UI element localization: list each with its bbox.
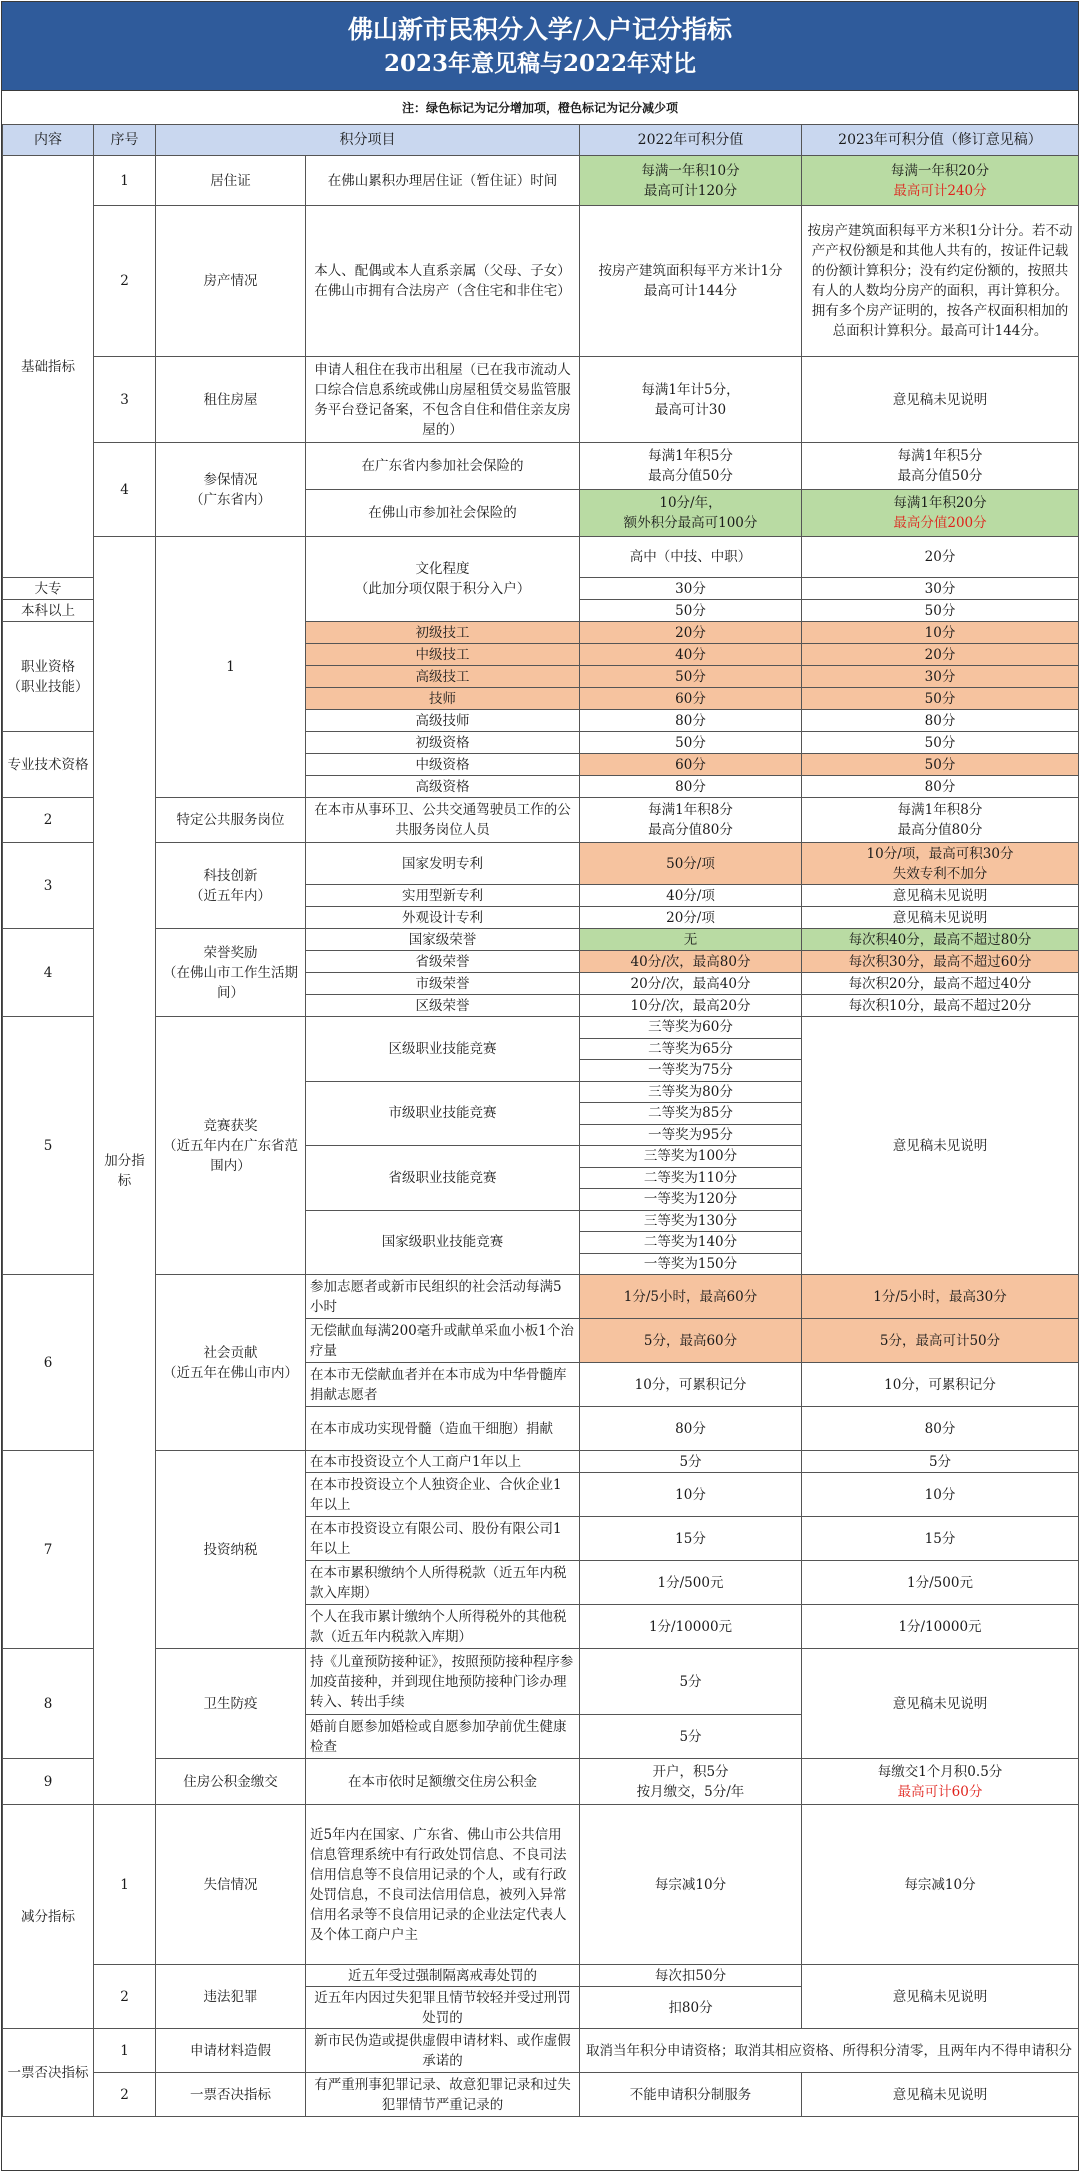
value-2023: [802, 156, 1079, 206]
item-name: 职业资格 （职业技能）: [3, 622, 94, 732]
value-2023: 按房产建筑面积每平方米积1分计分。若不动产产权份额是和其他人共有的，按证件记载的份额计算积分；没有约定份额的，按照共有人的人数均分房产的面积，再计算积分。拥有多个房产证明的，按各产权面积相加的总面积计算积分。最高可计144分。: [802, 206, 1079, 357]
value-2022: 5分: [580, 1715, 802, 1759]
value-line-changed: 最高分值200分: [893, 515, 987, 531]
value-2023: [802, 1759, 1079, 1805]
value-2022: 50分/项: [580, 843, 802, 885]
value-2022: 每满一年积10分 最高可计120分: [580, 156, 802, 206]
value-2022: 60分: [580, 688, 802, 710]
table-row: [3, 1805, 1079, 1965]
value-2022: 5分: [580, 1649, 802, 1715]
value-2022: 每次扣50分: [580, 1965, 802, 1987]
value-2022: 按房产建筑面积每平方米计1分 最高可计144分: [580, 206, 802, 357]
table-row: [3, 357, 1079, 443]
item-desc: 中级技工: [306, 644, 580, 666]
value-2022: 50分: [580, 600, 802, 622]
value-2022: 每宗减10分: [580, 1805, 802, 1965]
value-2023: 每宗减10分: [802, 1805, 1079, 1965]
item-name: 专业技术资格: [3, 732, 94, 798]
item-desc: 国家级荣誉: [306, 929, 580, 951]
item-desc: 参加志愿者或新市民组织的社会活动每满5小时: [306, 1275, 580, 1319]
item-desc: 婚前自愿参加婚检或自愿参加孕前优生健康检查: [306, 1715, 580, 1759]
document-subtitle: 2023年意见稿与2022年对比: [383, 50, 697, 77]
item-desc: 近5年内在国家、广东省、佛山市公共信用信息管理系统中有行政处罚信息、不良司法信用信息等不良信用记录的个人，或有行政处罚信息，不良司法信用信息，被列入异常信用名录等不良信用记录的企业法定代表人及个体工商户户主: [306, 1805, 580, 1965]
col-header-content: 内容: [3, 125, 94, 156]
item-desc: 在本市无偿献血者并在本市成为中华骨髓库捐献志愿者: [306, 1363, 580, 1407]
document-title: 佛山新市民积分入学/入户记分指标: [347, 15, 733, 44]
value-2023: 每满1年积5分 最高分值50分: [802, 443, 1079, 490]
item-desc: 在佛山累积办理居住证（暂住证）时间: [306, 156, 580, 206]
legend-note: 注：绿色标记为记分增加项，橙色标记为记分减少项: [2, 90, 1078, 124]
table-row: [3, 156, 1079, 206]
item-desc: 新市民伪造或提供虚假申请材料、或作虚假承诺的: [306, 2029, 580, 2073]
value-2023: 每次积10分，最高不超过20分: [802, 995, 1079, 1017]
value-2022: 40分/项: [580, 885, 802, 907]
value-2022: 80分: [580, 710, 802, 732]
item-name: 住房公积金缴交: [156, 1759, 306, 1805]
value-2022: 10分: [580, 1473, 802, 1517]
item-name: 卫生防疫: [156, 1649, 306, 1759]
item-desc: 申请人租住在我市出租屋（已在我市流动人口综合信息系统或佛山房屋租赁交易监管服务平台登记备案，不包含自住和借住亲友房屋的）: [306, 357, 580, 443]
table-row: [3, 1759, 1079, 1805]
item-desc: 持《儿童预防接种证》，按照预防接种程序参加疫苗接种，并到现住地预防接种门诊办理转入、转出手续: [306, 1649, 580, 1715]
value-2023: 30分: [802, 578, 1079, 600]
value-2022: 一等奖为75分: [580, 1060, 802, 1082]
value-2022: 50分: [580, 666, 802, 688]
value-2022: 二等奖为85分: [580, 1103, 802, 1125]
seq-cell: 2: [94, 2073, 156, 2117]
item-desc: 初级技工: [306, 622, 580, 644]
value-2022: 一等奖为150分: [580, 1253, 802, 1275]
item-name: 科技创新 （近五年内）: [156, 843, 306, 929]
seq-cell: 3: [3, 843, 94, 929]
value-2023: 意见稿未见说明: [802, 1017, 1079, 1275]
item-desc: 在本市从事环卫、公共交通驾驶员工作的公共服务岗位人员: [306, 798, 580, 843]
item-desc: 初级资格: [306, 732, 580, 754]
seq-cell: 1: [156, 537, 306, 798]
value-2022: 三等奖为100分: [580, 1146, 802, 1168]
seq-cell: 4: [94, 443, 156, 537]
item-desc: 有严重刑事犯罪记录、故意犯罪记录和过失犯罪情节严重记录的: [306, 2073, 580, 2117]
col-header-2023: 2023年可积分值（修订意见稿）: [802, 125, 1079, 156]
group-bonus: 加分指标: [94, 537, 156, 1805]
table-row: [3, 929, 1079, 951]
item-desc: 区级职业技能竞赛: [306, 1017, 580, 1082]
value-2022: 50分: [580, 732, 802, 754]
value-2022: 20分/项: [580, 907, 802, 929]
value-2022: 80分: [580, 776, 802, 798]
value-2022: 不能申请积分制服务: [580, 2073, 802, 2117]
value-2022: 三等奖为130分: [580, 1210, 802, 1232]
value-2023: 10分: [802, 622, 1079, 644]
table-row: [3, 1451, 1079, 1473]
item-desc: 无偿献血每满200毫升或献单采血小板1个治疗量: [306, 1319, 580, 1363]
item-desc: 高级技师: [306, 710, 580, 732]
value-2022: 二等奖为110分: [580, 1167, 802, 1189]
item-desc: 省级职业技能竞赛: [306, 1146, 580, 1211]
table-row: [3, 2073, 1079, 2117]
seq-cell: 2: [94, 206, 156, 357]
item-desc: 在广东省内参加社会保险的: [306, 443, 580, 490]
item-desc: 高级技工: [306, 666, 580, 688]
item-desc: 在本市投资设立个人工商户1年以上: [306, 1451, 580, 1473]
item-name: 租住房屋: [156, 357, 306, 443]
item-name: 失信情况: [156, 1805, 306, 1965]
value-2022: 10分/年， 额外积分最高可100分: [580, 490, 802, 537]
value-2023: 15分: [802, 1517, 1079, 1561]
value-2022: 二等奖为140分: [580, 1232, 802, 1254]
item-name: 房产情况: [156, 206, 306, 357]
table-row: [3, 443, 1079, 490]
value-2022: 20分: [580, 622, 802, 644]
seq-cell: 2: [94, 1965, 156, 2029]
item-desc: 近五年内因过失犯罪且情节较轻并受过刑罚处罚的: [306, 1987, 580, 2029]
value-2022: 5分，最高60分: [580, 1319, 802, 1363]
value-2022: 1分/500元: [580, 1561, 802, 1605]
item-desc: 在本市投资设立个人独资企业、合伙企业1年以上: [306, 1473, 580, 1517]
seq-cell: 1: [94, 156, 156, 206]
table-row: [3, 2029, 1079, 2073]
value-line-changed: 最高可计60分: [897, 1783, 983, 1800]
table-row: [3, 537, 1079, 578]
group-deduct: 减分指标: [3, 1805, 94, 2029]
value-2022: 80分: [580, 1407, 802, 1451]
item-name: 荣誉奖励 （在佛山市工作生活期间）: [156, 929, 306, 1017]
value-2022: 无: [580, 929, 802, 951]
value-2022: 一等奖为95分: [580, 1124, 802, 1146]
value-2022: 20分: [802, 537, 1079, 578]
value-2023: 1分/10000元: [802, 1605, 1079, 1649]
value-2023: 10分，可累积记分: [802, 1363, 1079, 1407]
value-2023: [802, 490, 1079, 537]
item-desc: 高级资格: [306, 776, 580, 798]
col-header-seq: 序号: [94, 125, 156, 156]
value-2023: 50分: [802, 688, 1079, 710]
value-2022: 一等奖为120分: [580, 1189, 802, 1211]
value-2023: 80分: [802, 776, 1079, 798]
value-2023: 10分: [802, 1473, 1079, 1517]
item-name: 投资纳税: [156, 1451, 306, 1649]
value-2022: 1分/5小时，最高60分: [580, 1275, 802, 1319]
table-row: [3, 843, 1079, 885]
seq-cell: 1: [94, 2029, 156, 2073]
item-desc: 国家级职业技能竞赛: [306, 1210, 580, 1275]
seq-cell: 8: [3, 1649, 94, 1759]
value-2023: 50分: [802, 600, 1079, 622]
value-2022: 扣80分: [580, 1987, 802, 2029]
value-2022: 三等奖为60分: [580, 1017, 802, 1039]
col-header-2022: 2022年可积分值: [580, 125, 802, 156]
value-2023: 50分: [802, 732, 1079, 754]
value-2022: 20分/次，最高40分: [580, 973, 802, 995]
table-row: [3, 1965, 1079, 1987]
item-name: 社会贡献 （近五年在佛山市内）: [156, 1275, 306, 1451]
document-header: [2, 2, 1078, 90]
item-desc: 本人、配偶或本人直系亲属（父母、子女）在佛山市拥有合法房产（含住宅和非住宅）: [306, 206, 580, 357]
value-2023: 意见稿未见说明: [802, 1965, 1079, 2029]
item-name: 居住证: [156, 156, 306, 206]
value-2023: 50分: [802, 754, 1079, 776]
points-table: [2, 124, 1079, 2117]
value-2022: 每满1年积8分 最高分值80分: [580, 798, 802, 843]
col-header-item: 积分项目: [156, 125, 580, 156]
group-veto: 一票否决指标: [3, 2029, 94, 2117]
item-desc: 中级资格: [306, 754, 580, 776]
item-name: 一票否决指标: [156, 2073, 306, 2117]
value-2023: 意见稿未见说明: [802, 2073, 1079, 2117]
value-2022: 1分/10000元: [580, 1605, 802, 1649]
item-desc: 在本市投资设立有限公司、股份有限公司1年以上: [306, 1517, 580, 1561]
value-2022: 60分: [580, 754, 802, 776]
seq-cell: 7: [3, 1451, 94, 1649]
item-name: 竞赛获奖 （近五年内在广东省范围内）: [156, 1017, 306, 1275]
value-2022: 15分: [580, 1517, 802, 1561]
value-2022: 开户，积5分 按月缴交，5分/年: [580, 1759, 802, 1805]
item-name: 文化程度 （此加分项仅限于积分入户）: [306, 537, 580, 622]
seq-cell: 3: [94, 357, 156, 443]
item-desc: 近五年受过强制隔离戒毒处罚的: [306, 1965, 580, 1987]
value-2023: 每满1年积8分 最高分值80分: [802, 798, 1079, 843]
value-2023: 每次积40分，最高不超过80分: [802, 929, 1079, 951]
value-2023: 80分: [802, 1407, 1079, 1451]
table-row: [3, 206, 1079, 357]
seq-cell: 5: [3, 1017, 94, 1275]
item-desc: 市级荣誉: [306, 973, 580, 995]
item-name: 申请材料造假: [156, 2029, 306, 2073]
value-2023: 1分/5小时，最高30分: [802, 1275, 1079, 1319]
item-desc: 区级荣誉: [306, 995, 580, 1017]
seq-cell: 1: [94, 1805, 156, 1965]
item-desc: 市级职业技能竞赛: [306, 1081, 580, 1146]
value-2023: 意见稿未见说明: [802, 885, 1079, 907]
value-2023: 每次积20分，最高不超过40分: [802, 973, 1079, 995]
table-row: [3, 798, 1079, 843]
value-2022: 40分/次，最高80分: [580, 951, 802, 973]
value-2023: 5分，最高可计50分: [802, 1319, 1079, 1363]
value-both: 取消当年积分申请资格；取消其相应资格、所得积分清零，且两年内不得申请积分: [580, 2029, 1079, 2073]
value-2022: 三等奖为80分: [580, 1081, 802, 1103]
item-desc: 国家发明专利: [306, 843, 580, 885]
value-2022: 每满1年计5分， 最高可计30: [580, 357, 802, 443]
table-row: [3, 1017, 1079, 1039]
item-name: 违法犯罪: [156, 1965, 306, 2029]
seq-cell: 6: [3, 1275, 94, 1451]
value-2023: 意见稿未见说明: [802, 907, 1079, 929]
item-desc: 本科以上: [3, 600, 94, 622]
value-2022: 10分/次，最高20分: [580, 995, 802, 1017]
value-2022: 每满1年积5分 最高分值50分: [580, 443, 802, 490]
table-row: [3, 1649, 1079, 1715]
item-desc: 高中（中技、中职）: [580, 537, 802, 578]
item-desc: 实用型新专利: [306, 885, 580, 907]
value-2023: 意见稿未见说明: [802, 357, 1079, 443]
table-row: [3, 1275, 1079, 1319]
value-2023: 每次积30分，最高不超过60分: [802, 951, 1079, 973]
item-desc: 外观设计专利: [306, 907, 580, 929]
item-desc: 大专: [3, 578, 94, 600]
value-2023: 意见稿未见说明: [802, 1649, 1079, 1759]
value-2022: 40分: [580, 644, 802, 666]
value-2023: 1分/500元: [802, 1561, 1079, 1605]
seq-cell: 4: [3, 929, 94, 1017]
value-2022: 10分，可累积记分: [580, 1363, 802, 1407]
item-desc: 在本市累积缴纳个人所得税款（近五年内税款入库期）: [306, 1561, 580, 1605]
item-desc: 省级荣誉: [306, 951, 580, 973]
item-name: 参保情况 （广东省内）: [156, 443, 306, 537]
group-basic: 基础指标: [3, 156, 94, 578]
item-desc: 个人在我市累计缴纳个人所得税外的其他税款（近五年内税款入库期）: [306, 1605, 580, 1649]
value-2022: 二等奖为65分: [580, 1038, 802, 1060]
value-2023: 5分: [802, 1451, 1079, 1473]
item-desc: 在本市成功实现骨髓（造血干细胞）捐献: [306, 1407, 580, 1451]
value-2023: 10分/项，最高可积30分 失效专利不加分: [802, 843, 1079, 885]
seq-cell: 9: [3, 1759, 94, 1805]
value-2023: 30分: [802, 666, 1079, 688]
item-desc: 技师: [306, 688, 580, 710]
policy-comparison-document: [1, 1, 1079, 2171]
item-desc: 在佛山市参加社会保险的: [306, 490, 580, 537]
value-2022: 5分: [580, 1451, 802, 1473]
value-2023: 20分: [802, 644, 1079, 666]
value-line: 每缴交1个月积0.5分: [877, 1763, 1003, 1780]
seq-cell: 2: [3, 798, 94, 843]
value-line-changed: 最高可计240分: [893, 182, 987, 199]
value-2023: 80分: [802, 710, 1079, 732]
table-header-row: [3, 125, 1079, 156]
value-line: 每满一年积20分: [890, 162, 990, 179]
item-name: 特定公共服务岗位: [156, 798, 306, 843]
value-2022: 30分: [580, 578, 802, 600]
value-line: 每满1年积20分: [893, 495, 987, 511]
item-desc: 在本市依时足额缴交住房公积金: [306, 1759, 580, 1805]
